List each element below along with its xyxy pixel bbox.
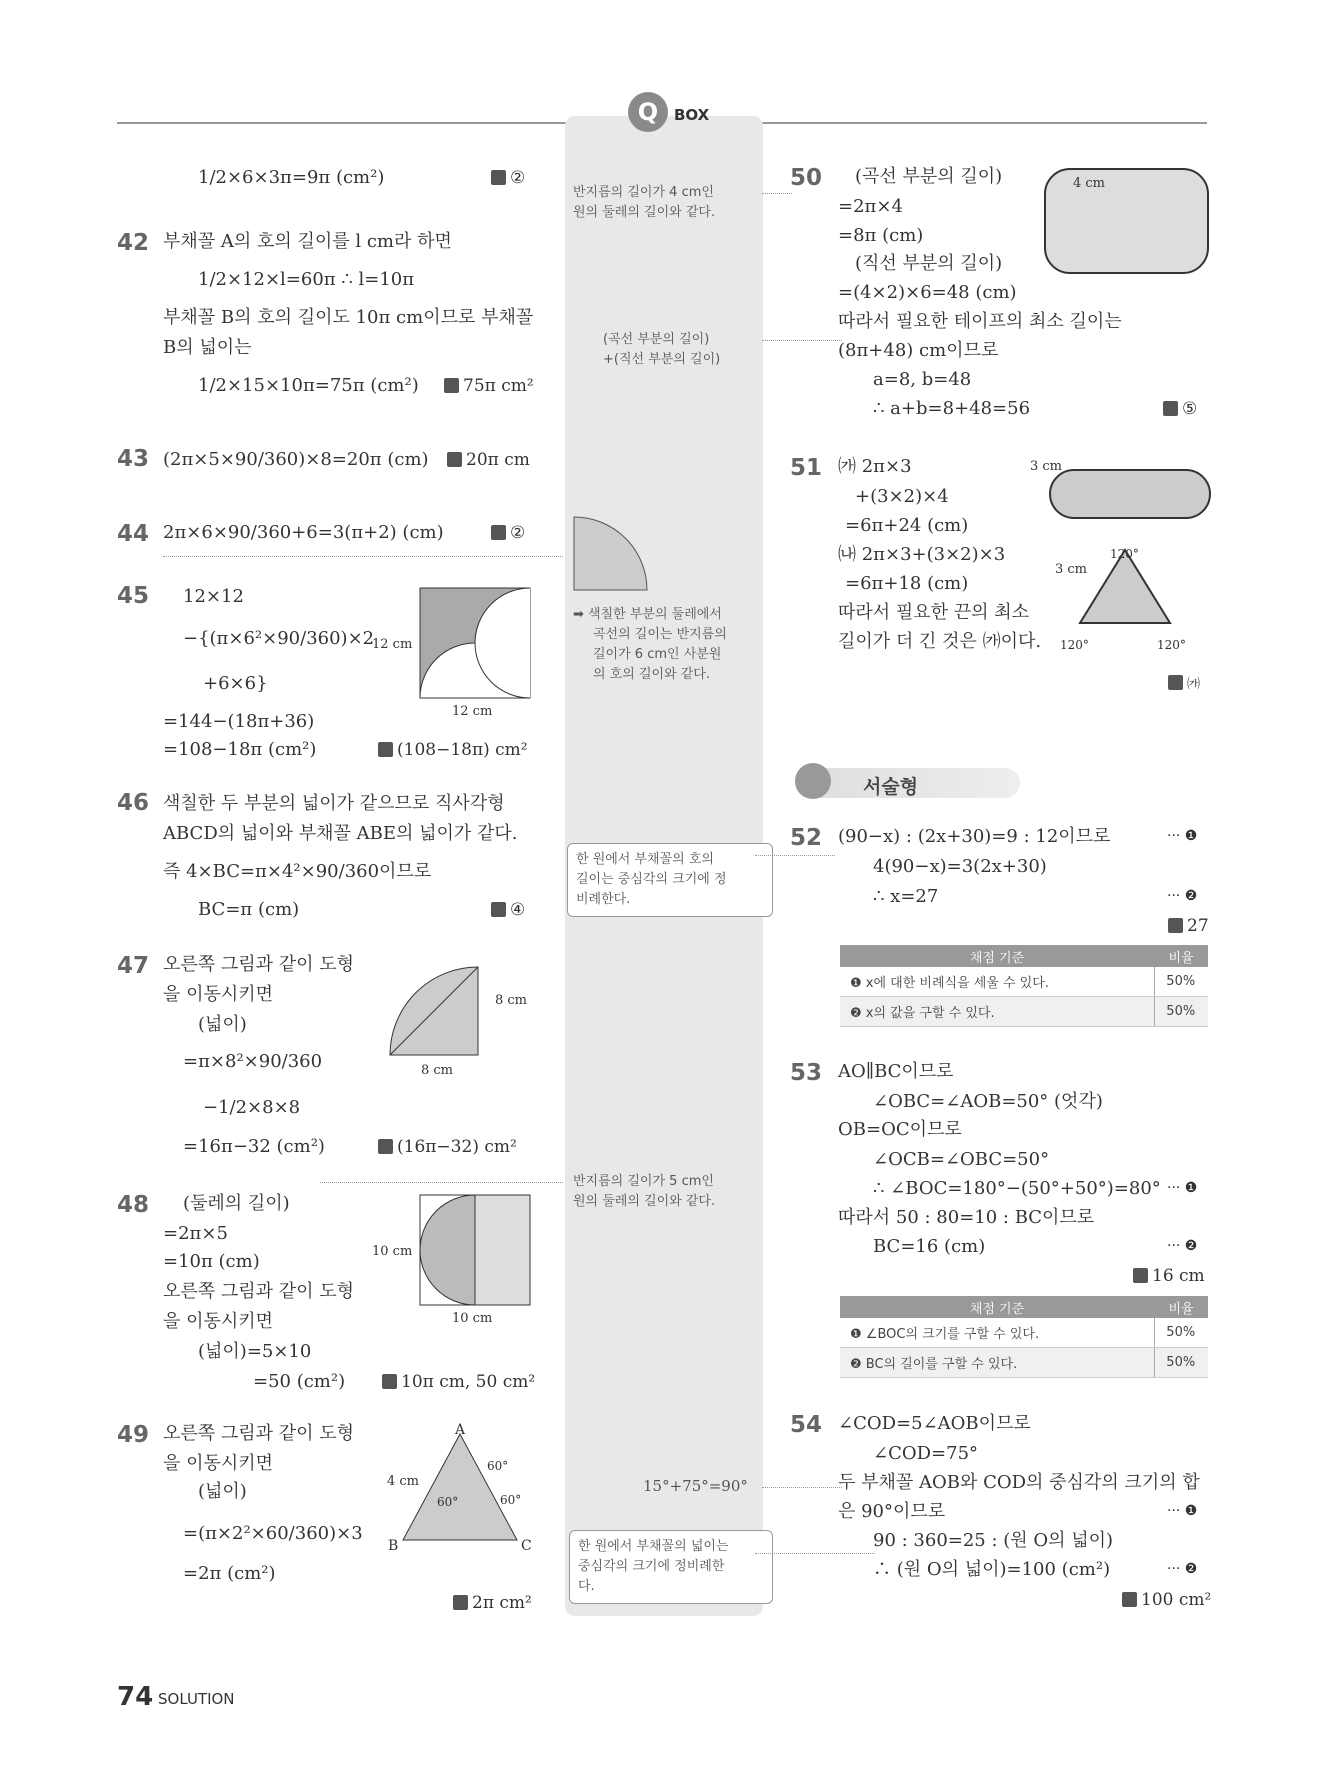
p45-l3: +6×6}: [203, 673, 268, 694]
p48-l2: =2π×5: [163, 1223, 228, 1244]
p51-fig2-label: 3 cm: [1055, 562, 1088, 577]
table-header: 채점 기준: [840, 945, 1154, 967]
problem-number: 46: [117, 790, 150, 816]
table-row: [840, 1348, 1208, 1378]
p47-figure: [385, 960, 545, 1080]
p48-answer: 10π cm, 50 cm²: [382, 1372, 535, 1392]
qbox-note-4: 한 원에서 부채꼴의 호의 길이는 중심각의 크기에 정 비례한다.: [567, 843, 773, 917]
p52-answer: 27: [1168, 916, 1209, 936]
p49-l1: 오른쪽 그림과 같이 도형: [163, 1423, 355, 1444]
p45-figure: [370, 583, 540, 718]
p51-l7: 길이가 더 긴 것은 ㈎이다.: [838, 631, 1042, 652]
table-header: 비율: [1154, 945, 1208, 967]
answer-icon: [453, 1595, 468, 1610]
p45-fig-side: 12 cm: [372, 637, 413, 652]
p54-marker-2: ··· ❷: [1167, 1561, 1198, 1577]
p50-l1: (곡선 부분의 길이): [855, 166, 1003, 187]
leader-line: [762, 193, 792, 194]
problem-number: 49: [117, 1422, 150, 1448]
leader-line: [755, 1553, 875, 1554]
p49-answer: 2π cm²: [453, 1593, 532, 1613]
table-row: [840, 997, 1208, 1027]
p49-fig-ang2: 60°: [437, 1495, 459, 1509]
p46-l1: 색칠한 두 부분의 넓이가 같으므로 직사각형: [163, 793, 505, 814]
p54-l6: ∴ (원 O의 넓이)=100 (cm²): [873, 1559, 1111, 1580]
p42-l2: 1/2×12×l=60π ∴ l=10π: [198, 269, 415, 290]
p49-fig-b: B: [388, 1538, 399, 1552]
q-box-title: BOX: [674, 106, 710, 124]
problem-number: 54: [790, 1412, 823, 1438]
p48-fig-side: 10 cm: [372, 1244, 413, 1259]
p48-l7: =50 (cm²): [253, 1371, 346, 1392]
p42-l3: 부채꼴 B의 호의 길이도 10π cm이므로 부채꼴: [163, 307, 534, 328]
problem-number: 50: [790, 165, 823, 191]
answer-icon: [1168, 675, 1183, 690]
p49-l2: 을 이동시키면: [163, 1453, 274, 1474]
p47-l4: =π×8²×90/360: [183, 1051, 323, 1072]
p42-answer: 75π cm²: [444, 376, 534, 396]
p45-answer: (108−18π) cm²: [378, 740, 528, 760]
p49-fig-a: A: [455, 1422, 466, 1438]
p50-l9: ∴ a+b=8+48=56: [873, 398, 1031, 419]
p46-answer: ④: [491, 900, 525, 920]
leader-line: [163, 556, 563, 557]
p49-l3: (넓이): [198, 1481, 247, 1502]
p46-l2: ABCD의 넓이와 부채꼴 ABE의 넓이가 같다.: [163, 823, 518, 844]
p51-fig2-a3: 120°: [1157, 638, 1186, 652]
p41-line: 1/2×6×3π=9π (cm²): [198, 167, 385, 188]
p51-fig2-a1: 120°: [1110, 547, 1139, 561]
footer-label: SOLUTION: [158, 1690, 235, 1708]
p49-fig-ang3: 60°: [500, 1493, 522, 1507]
q-logo: Q: [628, 92, 668, 132]
answer-icon: [444, 378, 459, 393]
p50-answer: ⑤: [1163, 399, 1197, 419]
p48-l4: 오른쪽 그림과 같이 도형: [163, 1281, 355, 1302]
p47-l1: 오른쪽 그림과 같이 도형: [163, 954, 355, 975]
p45-l5: =108−18π (cm²): [163, 739, 317, 760]
p41-answer: ②: [491, 168, 525, 188]
table-header: 채점 기준: [840, 1296, 1154, 1318]
qbox-note-3: ➡ 색칠한 부분의 둘레에서 곡선의 길이는 반지름의 길이가 6 cm인 사분원 의 호의 길이와 같다.: [573, 607, 727, 682]
p54-answer: 100 cm²: [1122, 1590, 1211, 1610]
p51-l1: ㈎ 2π×3: [838, 456, 912, 477]
table-cell: 50%: [1154, 1318, 1208, 1348]
table-cell: ❷ x의 값을 구할 수 있다.: [840, 997, 1154, 1027]
p48-fig-bottom: 10 cm: [452, 1311, 493, 1325]
p48-l1: (둘레의 길이): [183, 1193, 290, 1214]
p44-line: 2π×6×90/360+6=3(π+2) (cm): [163, 522, 444, 543]
answer-icon: [1163, 401, 1178, 416]
p42-l5: 1/2×15×10π=75π (cm²): [198, 375, 419, 396]
p50-fig-label: 4 cm: [1073, 176, 1106, 191]
qbox-note-7: 한 원에서 부채꼴의 넓이는 중심각의 크기에 정비례한 다.: [569, 1530, 773, 1604]
p47-l2: 을 이동시키면: [163, 984, 274, 1005]
table-cell: ❶ ∠BOC의 크기를 구할 수 있다.: [840, 1318, 1154, 1348]
p50-l4: (직선 부분의 길이): [855, 253, 1003, 274]
qbox-note-2: (곡선 부분의 길이) +(직선 부분의 길이): [603, 332, 721, 367]
p51-figures: [1025, 455, 1213, 665]
answer-icon: [382, 1374, 397, 1389]
p45-fig-bottom: 12 cm: [452, 704, 493, 718]
p50-l2: =2π×4: [838, 196, 903, 217]
qbox-sector-figure: [572, 515, 657, 595]
p54-l3: 두 부채꼴 AOB와 COD의 중심각의 크기의 합: [838, 1472, 1200, 1493]
table-cell: ❶ x에 대한 비례식을 세울 수 있다.: [840, 967, 1154, 997]
p53-l5: ∴ ∠BOC=180°−(50°+50°)=80°: [873, 1178, 1161, 1199]
table-cell: 50%: [1154, 1348, 1208, 1378]
p46-l3: 즉 4×BC=π×4²×90/360이므로: [163, 861, 432, 882]
p51-l6: 따라서 필요한 끈의 최소: [838, 602, 1030, 623]
p49-fig-len: 4 cm: [387, 1474, 420, 1489]
section-icon: [795, 763, 831, 799]
p47-l3: (넓이): [198, 1014, 247, 1035]
p53-score-table: [840, 1296, 1208, 1378]
p49-fig-c: C: [521, 1538, 532, 1552]
answer-icon: [491, 902, 506, 917]
p53-l4: ∠OCB=∠OBC=50°: [873, 1149, 1050, 1170]
p49-figure: [385, 1422, 535, 1552]
answer-icon: [378, 742, 393, 757]
table-cell: ❷ BC의 길이를 구할 수 있다.: [840, 1348, 1154, 1378]
p51-fig1-label: 3 cm: [1030, 459, 1063, 474]
p49-fig-ang1: 60°: [487, 1459, 509, 1473]
page-number: 74: [117, 1682, 154, 1712]
p52-l1: (90−x) : (2x+30)=9 : 12이므로: [838, 826, 1111, 847]
problem-number: 45: [117, 583, 150, 609]
p53-l3: OB=OC이므로: [838, 1119, 962, 1140]
answer-icon: [1168, 918, 1183, 933]
p52-l2: 4(90−x)=3(2x+30): [873, 856, 1047, 877]
table-row: [840, 1318, 1208, 1348]
p51-fig2-a2: 120°: [1060, 638, 1089, 652]
p53-answer: 16 cm: [1133, 1266, 1205, 1286]
p49-l4: =(π×2²×60/360)×3: [183, 1523, 363, 1544]
p53-l1: AO∥BC이므로: [838, 1061, 954, 1082]
problem-number: 44: [117, 521, 150, 547]
p52-l3: ∴ x=27: [873, 886, 939, 907]
p47-fig-side: 8 cm: [495, 993, 528, 1008]
p54-l2: ∠COD=75°: [873, 1443, 979, 1464]
p50-l7: (8π+48) cm이므로: [838, 340, 999, 361]
p52-score-table: [840, 945, 1208, 1027]
p50-l5: =(4×2)×6=48 (cm): [838, 282, 1017, 303]
leader-line: [762, 340, 842, 341]
section-title: 서술형: [863, 776, 919, 798]
leader-line: [320, 1182, 563, 1183]
qbox-note-1: 반지름의 길이가 4 cm인 원의 둘레의 길이와 같다.: [573, 185, 716, 220]
table-row: [840, 967, 1208, 997]
leader-line: [762, 1487, 842, 1488]
table-cell: 50%: [1154, 997, 1208, 1027]
p54-l4: 은 90°이므로: [838, 1501, 946, 1522]
answer-icon: [491, 525, 506, 540]
p54-l1: ∠COD=5∠AOB이므로: [838, 1413, 1031, 1434]
p48-figure: [370, 1190, 540, 1325]
p51-l2: +(3×2)×4: [855, 486, 949, 507]
p50-l8: a=8, b=48: [873, 369, 972, 390]
p43-line: (2π×5×90/360)×8=20π (cm): [163, 449, 429, 470]
p51-answer: ㈎: [1168, 673, 1200, 692]
answer-icon: [1133, 1268, 1148, 1283]
p49-l5: =2π (cm²): [183, 1563, 276, 1584]
problem-number: 42: [117, 230, 150, 256]
problem-number: 53: [790, 1060, 823, 1086]
p47-answer: (16π−32) cm²: [378, 1137, 517, 1157]
qbox-note-6: 15°+75°=90°: [643, 1477, 748, 1495]
p51-l3: =6π+24 (cm): [845, 515, 969, 536]
p47-fig-bottom: 8 cm: [421, 1063, 454, 1078]
leader-line: [755, 855, 835, 856]
p46-l4: BC=π (cm): [198, 899, 300, 920]
p48-l6: (넓이)=5×10: [198, 1341, 312, 1362]
qbox-note-5: 반지름의 길이가 5 cm인 원의 둘레의 길이와 같다.: [573, 1174, 716, 1209]
table-cell: 50%: [1154, 967, 1208, 997]
p53-l6: 따라서 50 : 80=10 : BC이므로: [838, 1207, 1095, 1228]
p52-marker-1: ··· ❶: [1167, 828, 1198, 844]
problem-number: 43: [117, 446, 150, 472]
p52-marker-2: ··· ❷: [1167, 888, 1198, 904]
problem-number: 52: [790, 825, 823, 851]
problem-number: 48: [117, 1192, 150, 1218]
p53-marker-1: ··· ❶: [1167, 1180, 1198, 1196]
p44-answer: ②: [491, 523, 525, 543]
answer-icon: [491, 170, 506, 185]
p50-figure: [1043, 167, 1213, 277]
p42-l1: 부채꼴 A의 호의 길이를 l cm라 하면: [163, 231, 452, 252]
p45-l2: −{(π×6²×90/360)×2: [183, 628, 375, 649]
p48-l5: 을 이동시키면: [163, 1311, 274, 1332]
p53-l7: BC=16 (cm): [873, 1236, 986, 1257]
p50-l6: 따라서 필요한 테이프의 최소 길이는: [838, 311, 1122, 332]
answer-icon: [378, 1139, 393, 1154]
table-header: 비율: [1154, 1296, 1208, 1318]
p50-l3: =8π (cm): [838, 225, 924, 246]
p42-l4: B의 넓이는: [163, 337, 252, 358]
problem-number: 51: [790, 455, 823, 481]
p47-l6: =16π−32 (cm²): [183, 1136, 325, 1157]
p51-l4: ㈏ 2π×3+(3×2)×3: [838, 544, 1006, 565]
p54-marker-1: ··· ❶: [1167, 1503, 1198, 1519]
answer-icon: [447, 452, 462, 467]
p47-l5: −1/2×8×8: [203, 1097, 301, 1118]
p45-l1: 12×12: [183, 586, 244, 607]
p54-l5: 90 : 360=25 : (원 O의 넓이): [873, 1530, 1114, 1551]
p45-l4: =144−(18π+36): [163, 711, 315, 732]
p53-l2: ∠OBC=∠AOB=50° (엇각): [873, 1091, 1103, 1112]
p53-marker-2: ··· ❷: [1167, 1238, 1198, 1254]
answer-icon: [1122, 1592, 1137, 1607]
p51-l5: =6π+18 (cm): [845, 573, 969, 594]
problem-number: 47: [117, 953, 150, 979]
p43-answer: 20π cm: [447, 450, 530, 470]
p48-l3: =10π (cm): [163, 1251, 260, 1272]
